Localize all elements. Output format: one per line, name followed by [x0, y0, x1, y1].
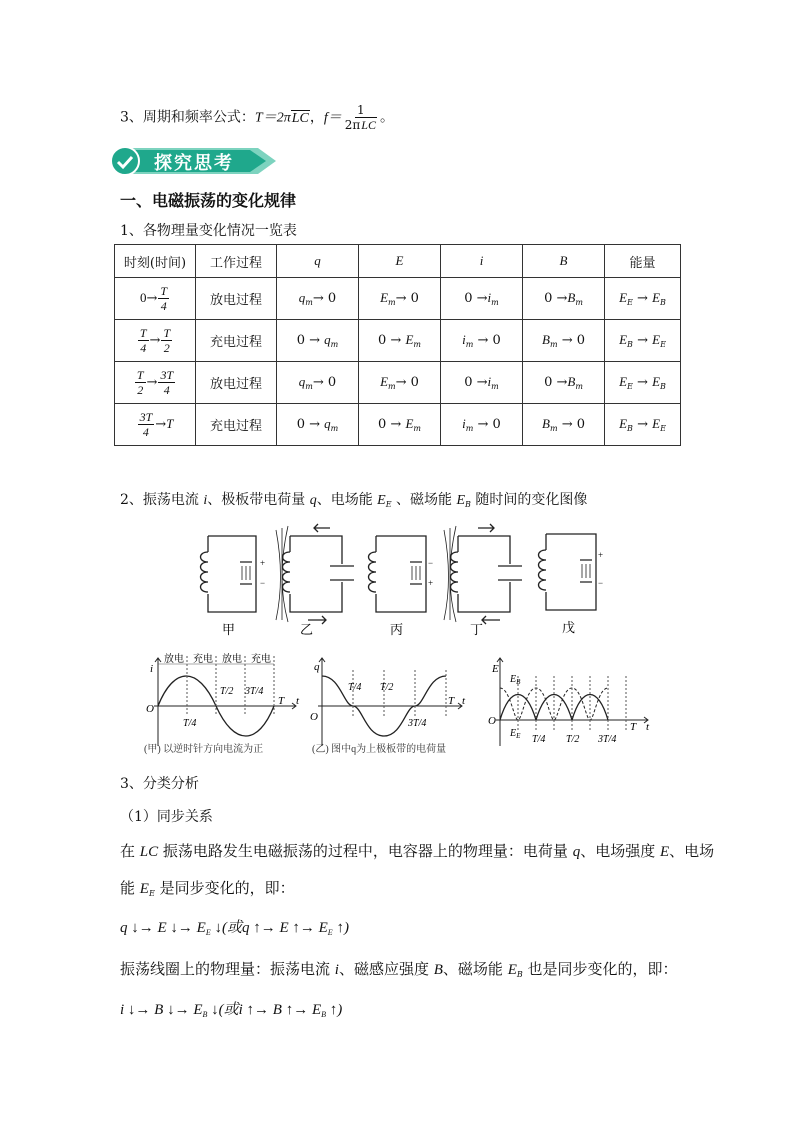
- p1-lc: LC: [139, 844, 159, 860]
- s: m: [549, 340, 558, 349]
- cell-E: [359, 278, 441, 320]
- v: q: [324, 416, 331, 431]
- frequency-fraction: [343, 104, 379, 131]
- c1b: ↓(或q ↑→ E ↑→ E: [210, 920, 328, 936]
- p2-c: 、磁场能: [442, 960, 508, 978]
- e2: E: [652, 416, 661, 431]
- t-frac: [158, 285, 169, 312]
- oscillation-graphs-figure: [140, 650, 660, 760]
- guide-lines: [353, 670, 446, 716]
- tick-label: T/2: [566, 734, 580, 745]
- s: m: [491, 298, 499, 307]
- q-axis: [319, 658, 325, 746]
- guide-lines: [518, 676, 626, 730]
- c1bs: E: [327, 928, 333, 937]
- s: m: [388, 382, 396, 391]
- s: m: [413, 340, 421, 349]
- t-num: T: [136, 368, 144, 382]
- p1-ee: E: [139, 881, 149, 897]
- header-i: i: [441, 245, 523, 278]
- graph-caption: (乙) 图中q为上极板带的电荷量: [312, 744, 447, 755]
- e1: E: [619, 332, 628, 347]
- wire: [376, 536, 426, 612]
- gi-a: 2、振荡电流: [120, 492, 204, 508]
- label-bing: 丙: [390, 622, 404, 637]
- s: m: [491, 382, 499, 391]
- origin-label: O: [146, 703, 154, 715]
- arrow: →: [637, 291, 648, 306]
- t-num: T: [139, 326, 147, 340]
- cell-q: [277, 404, 359, 446]
- phase-label: 充电: [193, 654, 213, 665]
- cell-i: [441, 278, 523, 320]
- phase-label: 放电: [164, 654, 184, 665]
- cell-time: [115, 320, 196, 362]
- s: m: [575, 298, 583, 307]
- e1: E: [619, 416, 628, 431]
- t-axis: [318, 703, 462, 709]
- magnetic-field-lines: [276, 526, 288, 622]
- s: m: [305, 382, 313, 391]
- formula-prefix: 3、周期和频率公式：: [120, 109, 255, 126]
- cell-time: [115, 278, 196, 320]
- r: → 0: [477, 333, 501, 348]
- s: m: [330, 424, 339, 433]
- p1-ees: E: [148, 889, 155, 898]
- r: → 0: [395, 291, 419, 306]
- v: i: [462, 332, 466, 347]
- table-intro: 1、各物理量变化情况一览表: [120, 223, 297, 239]
- field-lines: [242, 566, 250, 580]
- t-den: 4: [163, 383, 170, 397]
- cell-energy: [605, 278, 681, 320]
- para1-line1: [120, 840, 714, 861]
- phase-label: 放电: [222, 654, 242, 665]
- graph-charge: [310, 658, 466, 755]
- capacitor-icon: [330, 566, 354, 580]
- r: → 0: [312, 291, 337, 306]
- v: i: [462, 416, 466, 431]
- cell-E: [359, 320, 441, 362]
- e2s: E: [660, 424, 666, 433]
- t-arrow: →: [149, 333, 161, 348]
- arrow: →: [637, 375, 648, 390]
- circuit-ding: [444, 524, 522, 624]
- cell-q: [277, 278, 359, 320]
- t-den: 2: [163, 341, 170, 355]
- arrow: →: [637, 417, 648, 432]
- section-banner: [108, 144, 278, 178]
- v: i: [487, 290, 492, 305]
- wire: [208, 536, 256, 612]
- t-label: t: [296, 695, 300, 707]
- label-yi: 乙: [300, 622, 314, 637]
- period-tick: T: [630, 721, 637, 733]
- coil-icon: [283, 552, 291, 592]
- graph-current: [144, 652, 300, 755]
- l: 0 →: [544, 375, 568, 390]
- tick-label: T/2: [380, 682, 394, 693]
- coil-icon: [201, 552, 209, 592]
- circuit-jia: [201, 536, 257, 612]
- c1c: ↑): [332, 920, 349, 936]
- c1a: q ↓→ E ↓→ E: [120, 920, 206, 936]
- tick-label: T/2: [220, 686, 234, 697]
- plus-sign: +: [428, 578, 434, 588]
- t-arrow: →: [155, 417, 167, 432]
- label-jia: 甲: [222, 622, 236, 637]
- p1-e2: 能: [120, 879, 140, 897]
- frac-num: 1: [357, 103, 365, 117]
- para2: [120, 958, 678, 979]
- two-pi: 2π: [344, 118, 361, 132]
- formula-sep: ，: [309, 109, 324, 126]
- p2-bb: B: [433, 962, 443, 978]
- v: E: [380, 374, 389, 389]
- s: m: [305, 298, 313, 307]
- p2-ebs: B: [516, 970, 523, 979]
- t-frac1: [138, 327, 149, 354]
- v: q: [298, 290, 306, 305]
- coil-icon: [451, 552, 459, 592]
- period-tick: T: [448, 695, 455, 707]
- c1as: E: [205, 928, 211, 937]
- frac-den: [343, 118, 379, 131]
- t-num: 3T: [160, 368, 174, 382]
- e2: E: [652, 290, 661, 305]
- minus-sign: −: [598, 578, 604, 588]
- cell-energy: [605, 320, 681, 362]
- p2-eb: E: [507, 962, 517, 978]
- graph-intro: [120, 489, 587, 509]
- header-q: q: [277, 245, 359, 278]
- cell-i: [441, 320, 523, 362]
- r: → 0: [312, 375, 337, 390]
- arrow: →: [637, 333, 648, 348]
- para1-line2: [120, 877, 295, 898]
- wire: [546, 534, 596, 610]
- e1s: B: [627, 424, 633, 433]
- t-den: 4: [140, 341, 147, 355]
- e1: E: [619, 290, 628, 305]
- cell-B: [523, 320, 605, 362]
- t-num: T: [160, 284, 168, 298]
- header-time: 时刻(时间): [115, 245, 196, 278]
- tick-label: T/4: [183, 718, 197, 729]
- cell-energy: [605, 362, 681, 404]
- gi-q: q: [309, 493, 317, 508]
- t-den: 4: [142, 425, 149, 439]
- v: E: [380, 290, 389, 305]
- cell-energy: [605, 404, 681, 446]
- v: i: [487, 374, 492, 389]
- v: B: [542, 332, 550, 347]
- t-frac1: [138, 411, 155, 438]
- c2b: ↓(或i ↑→ B ↑→ E: [207, 1002, 322, 1018]
- c2a: i ↓→ B ↓→ E: [120, 1002, 203, 1018]
- frequency-formula: f＝: [323, 110, 342, 126]
- gi-i: i: [203, 493, 208, 508]
- gi-b: 、极板带电荷量: [207, 492, 310, 508]
- tick-label: 3T/4: [245, 686, 264, 697]
- eb-label: [509, 674, 521, 686]
- p1-a: 在: [120, 842, 140, 860]
- table-row: [115, 362, 681, 404]
- y-label: E: [492, 663, 499, 675]
- table-row: [115, 404, 681, 446]
- origin-label: O: [488, 715, 496, 727]
- l: 0 →: [464, 375, 488, 390]
- cell-time: [115, 404, 196, 446]
- graph-caption: (甲) 以逆时针方向电流为正: [144, 744, 264, 755]
- e2s: B: [660, 298, 666, 307]
- gi-c: 、电场能: [316, 492, 378, 508]
- l: 0 →: [544, 291, 568, 306]
- ee-label: [509, 728, 521, 740]
- table-row: [115, 320, 681, 362]
- quantity-table: [114, 244, 681, 446]
- e1s: E: [627, 382, 633, 391]
- s: m: [330, 340, 339, 349]
- t-frac2: [161, 327, 172, 354]
- t-num: T: [163, 326, 171, 340]
- v: q: [324, 332, 331, 347]
- circuit-wu: [539, 534, 597, 610]
- freq-sqrt: LC: [361, 118, 376, 132]
- p1-e: E: [659, 844, 670, 860]
- cell-process: 放电过程: [196, 362, 277, 404]
- t-frac2: [158, 369, 175, 396]
- s: m: [465, 340, 474, 349]
- p1-f: 是同步变化的，即：: [154, 879, 295, 897]
- plus-sign: +: [598, 550, 604, 560]
- gi-ees: E: [385, 500, 392, 509]
- cell-i: [441, 404, 523, 446]
- p2-b: 、磁感应强度: [338, 960, 434, 978]
- r: → 0: [395, 375, 419, 390]
- t-den: 4: [160, 299, 167, 313]
- l: 0 →: [296, 417, 321, 432]
- cell-process: 充电过程: [196, 404, 277, 446]
- cell-time: [115, 362, 196, 404]
- e1: E: [619, 374, 628, 389]
- cell-B: [523, 278, 605, 320]
- p1-c: 、电场强度: [580, 842, 660, 860]
- gi-d: 、磁场能: [391, 492, 457, 508]
- ees: E: [516, 732, 521, 740]
- cell-process: 充电过程: [196, 320, 277, 362]
- cell-B: [523, 404, 605, 446]
- p1-q: q: [572, 844, 581, 860]
- t-frac1: [135, 369, 146, 396]
- cell-q: [277, 362, 359, 404]
- e2: E: [652, 332, 661, 347]
- header-energy: 能量: [605, 245, 681, 278]
- cell-E: [359, 404, 441, 446]
- capacitor-icon: [498, 566, 522, 580]
- header-B: B: [523, 245, 605, 278]
- r: → 0: [561, 417, 585, 432]
- t-label: t: [646, 721, 650, 733]
- s: m: [413, 424, 421, 433]
- p1-b: 振荡电路发生电磁振荡的过程中，电容器上的物理量：电荷量: [158, 842, 573, 860]
- p1-d: 、电场: [669, 842, 715, 860]
- formula-line: [120, 104, 394, 131]
- t-end: T: [166, 416, 174, 431]
- v: E: [405, 416, 414, 431]
- tick-label: 3T/4: [598, 734, 617, 745]
- c2c: ↑): [326, 1002, 343, 1018]
- header-E: E: [359, 245, 441, 278]
- t-a: 0: [139, 290, 147, 305]
- minus-sign: −: [260, 578, 266, 588]
- circuit-yi: [276, 524, 354, 624]
- coil-icon: [369, 552, 377, 592]
- sync-title: （1）同步关系: [120, 809, 213, 825]
- y-label: i: [150, 663, 154, 675]
- wire: [458, 536, 510, 612]
- wire: [290, 536, 342, 612]
- ebs: B: [516, 678, 521, 686]
- label-ding: 丁: [470, 622, 484, 637]
- l: 0 →: [378, 417, 402, 432]
- l: 0 →: [296, 333, 321, 348]
- banner-label: 探究思考: [154, 153, 234, 174]
- analysis-title: 3、分类分析: [120, 776, 199, 792]
- origin-label: O: [310, 711, 318, 723]
- e1s: E: [627, 298, 633, 307]
- c2bs: B: [321, 1010, 327, 1019]
- t-num: 3T: [139, 410, 153, 424]
- gi-ee: E: [377, 493, 386, 508]
- coil-icon: [539, 550, 547, 590]
- period-formula: T＝2π: [254, 110, 291, 126]
- s: m: [575, 382, 583, 391]
- cell-process: 放电过程: [196, 278, 277, 320]
- s: m: [388, 298, 396, 307]
- t-axis: [154, 703, 296, 709]
- gi-ebs: B: [465, 500, 471, 509]
- circuit-bing: [369, 536, 427, 612]
- phase-label: 充电: [251, 654, 271, 665]
- c2as: B: [202, 1010, 208, 1019]
- tick-label: 3T/4: [408, 718, 427, 729]
- current-arrow-icon: [482, 616, 500, 624]
- e2s: B: [660, 382, 666, 391]
- v: B: [542, 416, 550, 431]
- formula-end: 。: [379, 109, 394, 126]
- cell-q: [277, 320, 359, 362]
- current-arrow-icon: [478, 524, 494, 532]
- eb: E: [510, 674, 517, 685]
- v: q: [298, 374, 306, 389]
- v: E: [405, 332, 414, 347]
- tick-label: T/4: [532, 734, 546, 745]
- e1s: B: [627, 340, 633, 349]
- cell-B: [523, 362, 605, 404]
- t-label: t: [462, 695, 466, 707]
- p2-a: 振荡线圈上的物理量：振荡电流: [120, 960, 335, 978]
- s: m: [549, 424, 558, 433]
- field-lines: [582, 564, 590, 578]
- t-arrow: →: [146, 375, 158, 390]
- y-label: q: [314, 661, 320, 673]
- label-wu: 戊: [562, 620, 576, 635]
- v: B: [567, 290, 576, 305]
- current-arrow-icon: [314, 524, 330, 532]
- period-tick: T: [278, 695, 285, 707]
- plus-sign: +: [260, 558, 266, 568]
- section-title: 一、电磁振荡的变化规律: [120, 191, 297, 210]
- lc-circuit-figure: [190, 522, 610, 642]
- s: m: [465, 424, 474, 433]
- gi-eb: E: [456, 493, 466, 508]
- table-header-row: [115, 245, 681, 278]
- graph-energy: [488, 658, 650, 746]
- table-row: [115, 278, 681, 320]
- v: B: [567, 374, 576, 389]
- ee: E: [510, 728, 517, 739]
- e2s: E: [660, 340, 666, 349]
- l: 0 →: [378, 333, 402, 348]
- t-den: 2: [137, 383, 144, 397]
- chain2: [120, 998, 342, 1019]
- chain1: [120, 916, 349, 937]
- minus-sign: −: [428, 558, 434, 568]
- cell-E: [359, 362, 441, 404]
- field-lines: [412, 566, 420, 580]
- tick-label: T/4: [348, 682, 362, 693]
- p2-d: 也是同步变化的，即：: [522, 960, 678, 978]
- l: 0 →: [464, 291, 488, 306]
- header-process: 工作过程: [196, 245, 277, 278]
- cell-i: [441, 362, 523, 404]
- r: → 0: [561, 333, 585, 348]
- t-arrow: →: [146, 291, 158, 306]
- period-sqrt: LC: [291, 110, 309, 126]
- magnetic-field-lines: [444, 526, 456, 622]
- gi-e: 随时间的变化图像: [470, 492, 588, 508]
- banner-circle: [111, 147, 139, 175]
- e2: E: [652, 374, 661, 389]
- r: → 0: [477, 417, 501, 432]
- p2-i: i: [334, 962, 339, 978]
